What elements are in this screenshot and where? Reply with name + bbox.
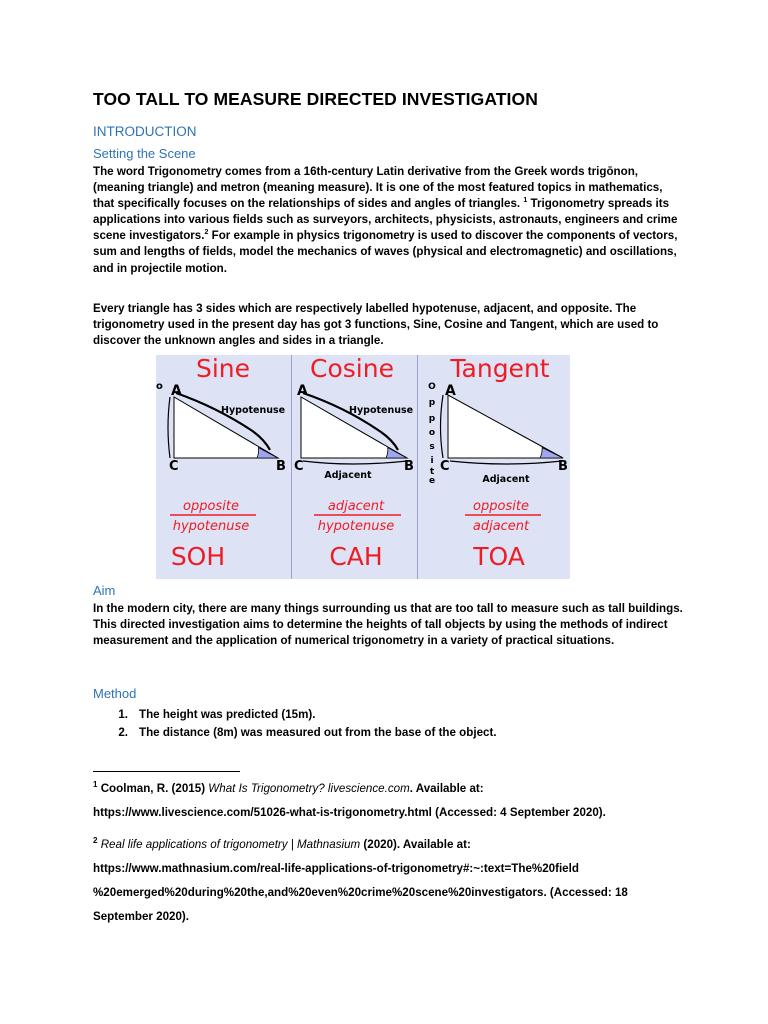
tangent-vertex-a: A xyxy=(445,383,456,399)
opposite-letter: o xyxy=(428,428,436,438)
sine-hypotenuse-label: Hypotenuse xyxy=(221,405,286,416)
footnote-1-available: . Available at: xyxy=(409,782,484,795)
list-text: The height was predicted (15m). xyxy=(139,708,316,721)
cosine-vertex-c: C xyxy=(294,459,304,474)
sine-denominator: hypotenuse xyxy=(172,519,250,534)
footnote-1-author: Coolman, R. (2015) xyxy=(100,782,206,795)
footnote-2-accessed: September 2020). xyxy=(93,910,190,923)
cosine-numerator: adjacent xyxy=(327,499,385,514)
list-text: The distance (8m) was measured out from the base of the object. xyxy=(139,726,497,739)
setting-scene-heading: Setting the Scene xyxy=(93,146,196,161)
introduction-heading: INTRODUCTION xyxy=(93,124,197,139)
footnote-1-number: 1 xyxy=(93,780,98,790)
footnote-2-year: (2020). Available at: xyxy=(363,838,471,851)
footnote-2-number: 2 xyxy=(93,836,98,846)
opposite-letter: s xyxy=(429,442,435,452)
cosine-vertex-b: B xyxy=(404,459,414,474)
tangent-numerator: opposite xyxy=(473,499,529,514)
trig-ratios-figure xyxy=(156,355,570,579)
intro-text-part2: Trigonometry spreads its applications into various fields such as surveyors, architects, physicists, astronauts, engineers and crime scene investigators. xyxy=(93,197,678,243)
sine-vertex-a: A xyxy=(171,383,182,399)
tangent-adjacent-label: Adjacent xyxy=(482,474,530,485)
sine-numerator: opposite xyxy=(183,499,239,514)
footnote-ref-2: 2 xyxy=(204,229,209,237)
tangent-vertex-c: C xyxy=(440,459,450,474)
sine-vertex-b: B xyxy=(276,459,286,474)
opposite-letter: O xyxy=(428,382,436,392)
aim-paragraph: In the modern city, there are many things surrounding us that are too tall to measure such as tall buildings. This directed investigation aims to determine the heights of tall objects by using the methods of indirect measurement and the application of numerical trigonometry in a variety of practical situations. xyxy=(93,602,683,648)
tangent-denominator: adjacent xyxy=(472,519,530,534)
intro-paragraph xyxy=(93,164,683,277)
cosine-adjacent-label: Adjacent xyxy=(324,470,372,481)
sine-vertex-c: C xyxy=(169,459,179,474)
cosine-vertex-a: A xyxy=(297,383,308,399)
opposite-letter: p xyxy=(428,414,436,424)
footnote-2-url-line: https://www.mathnasium.com/real-life-applications-of-trigonometry#:~:text=The%20field xyxy=(93,862,579,875)
aim-heading: Aim xyxy=(93,583,116,598)
list-number: 2. xyxy=(118,726,128,739)
cosine-mnemonic: CAH xyxy=(329,542,383,571)
tangent-title: Tangent xyxy=(450,355,550,383)
cosine-hypotenuse-label: Hypotenuse xyxy=(349,405,414,416)
opposite-label-fragment: o xyxy=(156,381,163,392)
cosine-denominator: hypotenuse xyxy=(317,519,395,534)
tangent-vertex-b: B xyxy=(558,459,568,474)
opposite-letter: i xyxy=(430,456,434,466)
opposite-letter: e xyxy=(428,476,436,486)
cosine-title: Cosine xyxy=(310,355,394,383)
sine-mnemonic: SOH xyxy=(170,542,226,571)
triangle-paragraph: Every triangle has 3 sides which are respectively labelled hypotenuse, adjacent, and opposite. The trigonometry used in the present day has got 3 functions, Sine, Cosine and Tangent, which are used to discover the unknown angles and sides in a triangle. xyxy=(93,302,659,348)
footnote-2-title: Real life applications of trigonometry | Mathnasium xyxy=(100,838,361,851)
footnote-2-url-line: %20emerged%20during%20the,and%20even%20crime%20scene%20investigators. (Accessed: 18 xyxy=(93,886,628,899)
sine-title: Sine xyxy=(195,355,251,383)
list-number: 1. xyxy=(118,708,128,721)
opposite-letter: p xyxy=(428,398,436,408)
method-heading: Method xyxy=(93,686,137,701)
footnote-1-title: What Is Trigonometry? livescience.com xyxy=(208,782,410,795)
method-list xyxy=(93,706,683,742)
intro-text-part3: For example in physics trigonometry is used to discover the components of vectors, sum and lengths of fields, model the mechanics of waves (physical and electromagnetic) and oscillations, and in projectile motion. xyxy=(93,229,678,275)
intro-text-part1: The word Trigonometry comes from a 16th-century Latin derivative from the Greek words trigōnon, (meaning triangle) and metron (meaning measure). It is one of the most featured topics in mathematics, that specifically focuses on the relationships of sides and angles of triangles. xyxy=(93,165,663,211)
opposite-letter: t xyxy=(429,467,435,477)
list-item xyxy=(93,724,683,742)
list-item xyxy=(93,706,683,724)
tangent-mnemonic: TOA xyxy=(473,542,525,571)
footnote-2 xyxy=(93,833,683,929)
document-title: TOO TALL TO MEASURE DIRECTED INVESTIGATION xyxy=(93,89,538,109)
footnote-separator xyxy=(93,771,240,772)
footnote-1 xyxy=(93,777,683,825)
footnote-1-url: https://www.livescience.com/51026-what-is-trigonometry.html (Accessed: 4 September 2020). xyxy=(93,806,606,819)
footnote-ref-1: 1 xyxy=(523,197,528,205)
